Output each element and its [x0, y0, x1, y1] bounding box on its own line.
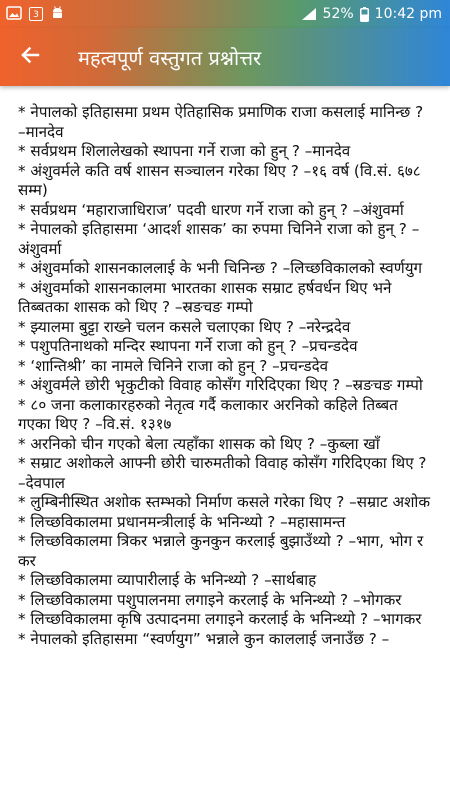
battery-percent: 52% — [322, 6, 354, 22]
qa-item: * लिच्छविकालमा व्यापारीलाई के भनिन्थ्यो ? –सार्थबाह — [18, 571, 317, 589]
qa-item: * ८० जना कलाकारहरुको नेतृत्व गर्दै कलाकार अरनिको कहिले तिब्बत गएका थिए ? –वि.सं. १३१७ — [18, 395, 398, 433]
qa-item: * लुम्बिनीस्थित अशोक स्तम्भको निर्माण कसले गरेका थिए ? –सम्राट अशोक — [18, 493, 430, 511]
qa-item: * अंशुवर्माको शासनकालमा भारतका शासक सम्राट हर्षवर्धन थिए भने तिब्बतका शासक को थिए ? –स्रङचङ गम्पो — [18, 278, 392, 316]
status-right — [301, 6, 442, 22]
android-icon — [50, 5, 65, 24]
arrow-left-icon[interactable] — [20, 45, 40, 69]
qa-item: * लिच्छविकालमा त्रिकर भन्नाले कुनकुन करलाई बुझाउँथ्यो ? –भाग, भोग र कर — [18, 532, 424, 570]
qa-item: * सम्राट अशोकले आफ्नी छोरी चारुमतीको विवाह कोसँग गरिदिएका थिए ? –देवपाल — [18, 454, 427, 492]
qa-item: * लिच्छविकालमा प्रधानमन्त्रीलाई के भनिन्थ्यो ? –महासामन्त — [18, 512, 346, 531]
qa-content[interactable] — [0, 86, 450, 800]
qa-item: * नेपालको इतिहासमा ‘आदर्श शासक’ का रुपमा चिनिने राजा को हुन् ? –अंशुवर्मा — [18, 220, 420, 258]
battery-icon — [360, 7, 369, 22]
qa-item: * अंशुवर्मले कति वर्ष शासन सञ्चालन गरेका थिए ? –१६ वर्ष (वि.सं. ६७८ सम्म) — [18, 161, 421, 199]
signal-icon — [301, 7, 317, 21]
clock: 10:42 pm — [374, 6, 442, 22]
qa-item: * सर्वप्रथम ‘महाराजाधिराज’ पदवी धारण गर्ने राजा को हुन् ? –अंशुवर्मा — [18, 200, 404, 219]
qa-item: * अरनिको चीन गएको बेला त्यहाँका शासक को थिए ? –कुब्ला खाँ — [18, 434, 380, 453]
page-title: महत्वपूर्ण वस्तुगत प्रश्नोत्तर — [78, 45, 262, 70]
qa-item: * अंशुवर्माको शासनकाललाई के भनी चिनिन्छ ? –लिच्छविकालको स्वर्णयुग — [18, 259, 423, 277]
qa-item: * अंशुवर्मले छोरी भृकुटीको विवाह कोसँग गरिदिएका थिए ? –स्रङचङ गम्पो — [18, 376, 423, 394]
qa-item: * लिच्छविकालमा कृषि उत्पादनमा लगाइने करलाई के भनिन्थ्यो ? –भागकर — [18, 610, 422, 628]
status-left-icons — [6, 5, 65, 24]
image-icon — [6, 5, 22, 24]
qa-item: * नेपालको इतिहासमा प्रथम ऐतिहासिक प्रमाणिक राजा कसलाई मानिन्छ ? –मानदेव — [18, 103, 424, 141]
qa-item: * नेपालको इतिहासमा “स्वर्णयुग” भन्नाले कुन काललाई जनाउँछ ? – — [18, 629, 390, 648]
qa-item: * झ्यालमा बुट्टा राख्ने चलन कसले चलाएका थिए ? –नरेन्द्रदेव — [18, 317, 351, 336]
app-bar — [0, 28, 450, 86]
qa-item: * ‘शान्तिश्री’ का नामले चिनिने राजा को हुन् ? –प्रचन्डदेव — [18, 356, 329, 375]
back-button[interactable] — [0, 28, 60, 86]
qa-item: * सर्वप्रथम शिलालेखको स्थापना गर्ने राजा को हुन् ? –मानदेव — [18, 142, 351, 160]
qa-item: * पशुपतिनाथको मन्दिर स्थापना गर्ने राजा को हुन् ? –प्रचन्डदेव — [18, 337, 358, 355]
qa-item: * लिच्छविकालमा पशुपालनमा लगाइने करलाई के भनिन्थ्यो ? –भोगकर — [18, 590, 402, 609]
status-bar — [0, 0, 450, 28]
notification-3-icon: 3 — [29, 7, 43, 21]
